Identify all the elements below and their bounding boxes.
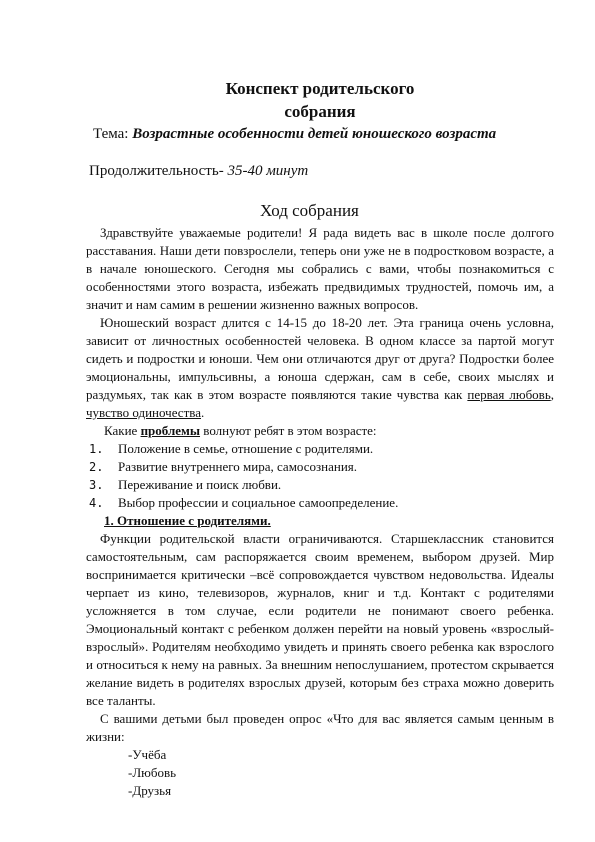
- list-item-text: Положение в семье, отношение с родителями.: [118, 441, 374, 456]
- list-item-number: 2.: [89, 460, 104, 474]
- problems-list: [86, 440, 554, 512]
- problems-keyword: проблемы: [140, 423, 201, 438]
- age-paragraph: [86, 314, 554, 422]
- list-item: [86, 494, 554, 512]
- duration-label: Продолжительность-: [89, 163, 228, 179]
- section-heading: Ход собрания: [260, 201, 359, 220]
- intro-paragraph: Здравствуйте уважаемые родители! Я рада видеть вас в школе после долгого расставания. Наши дети повзрослели, теперь они уже не в подростковом возрасте, а в начале юношеского. Сегодня мы собрались с вами, чтобы познакомиться с особенностями этого возраста, избежать предвидимых трудностей, помочь им, а значит и нам самим в решении жизненно важных вопросов.: [86, 225, 554, 312]
- age-paragraph-end: .: [201, 405, 205, 420]
- list-item-number: 4.: [89, 496, 104, 510]
- document-body: [86, 224, 554, 800]
- list-item-number: 3.: [89, 478, 104, 492]
- list-item: -Любовь: [128, 765, 177, 780]
- problems-intro-before: Какие: [104, 423, 141, 438]
- list-item: [86, 476, 554, 494]
- theme-line: [93, 124, 496, 144]
- duration-line: [89, 161, 308, 181]
- list-item-text: Переживание и поиск любви.: [118, 477, 282, 492]
- list-item-text: Выбор профессии и социальное самоопределение.: [118, 495, 399, 510]
- theme-label: Тема:: [93, 126, 133, 142]
- first-love-link[interactable]: первая любовь: [467, 387, 551, 402]
- survey-paragraph: С вашими детьми был проведен опрос «Что для вас является самым ценным в жизни:: [86, 711, 554, 744]
- problems-intro: [86, 422, 554, 440]
- list-item-text: Развитие внутреннего мира, самосознания.: [118, 459, 358, 474]
- list-item: -Учёба: [128, 747, 167, 762]
- problems-intro-after: волнуют ребят в этом возрасте:: [200, 423, 377, 438]
- section1-paragraph: Функции родительской власти ограничиваются. Старшеклассник становится самостоятельным, сам распоряжается своим временем, выбором друзей. Мир воспринимается критически –всё сопровождается чувством недовольства. Идеалы черпает из кино, телевизоров, журналов, книг и т.д. Контакт с родителями усложняется в том случае, если родители не понимают своего ребенка. Эмоциональный контакт с ребенком должен перейти на новый уровень «взрослый- взрослый». Родителям необходимо увидеть и принять своего ребенка как взрослого и относиться к нему на равных. За внешним непослушанием, протестом скрывается желание видеть в родителях взрослых друзей, которым без страха можно доверить все таланты.: [86, 531, 554, 708]
- document-title-line1: Конспект родительского: [225, 79, 415, 98]
- loneliness-link[interactable]: чувство одиночества: [86, 405, 201, 420]
- theme-value: Возрастные особенности детей юношеского возраста: [132, 126, 497, 142]
- document-title-line2: собрания: [284, 102, 356, 121]
- survey-answers: [86, 746, 554, 800]
- duration-value: 35-40 минут: [227, 163, 309, 179]
- list-item: -Друзья: [128, 783, 172, 798]
- list-item-number: 1.: [89, 442, 104, 456]
- list-item: [86, 458, 554, 476]
- list-item: [86, 440, 554, 458]
- age-paragraph-separator: ,: [550, 387, 554, 402]
- section1-heading: 1. Отношение с родителями.: [104, 513, 271, 528]
- age-paragraph-text: Юношеский возраст длится с 14-15 до 18-20 лет. Эта граница очень условна, зависит от личностных особенностей человека. В одном классе за партой могут сидеть и подростки и юноши. Чем они отличаются друг от друга? Подростки более эмоциональны, импульсивны, а юноша сдержан, сам в себе, своих мыслях и раздумьях, так как в этом возрасте появляются такие чувства как: [86, 315, 554, 402]
